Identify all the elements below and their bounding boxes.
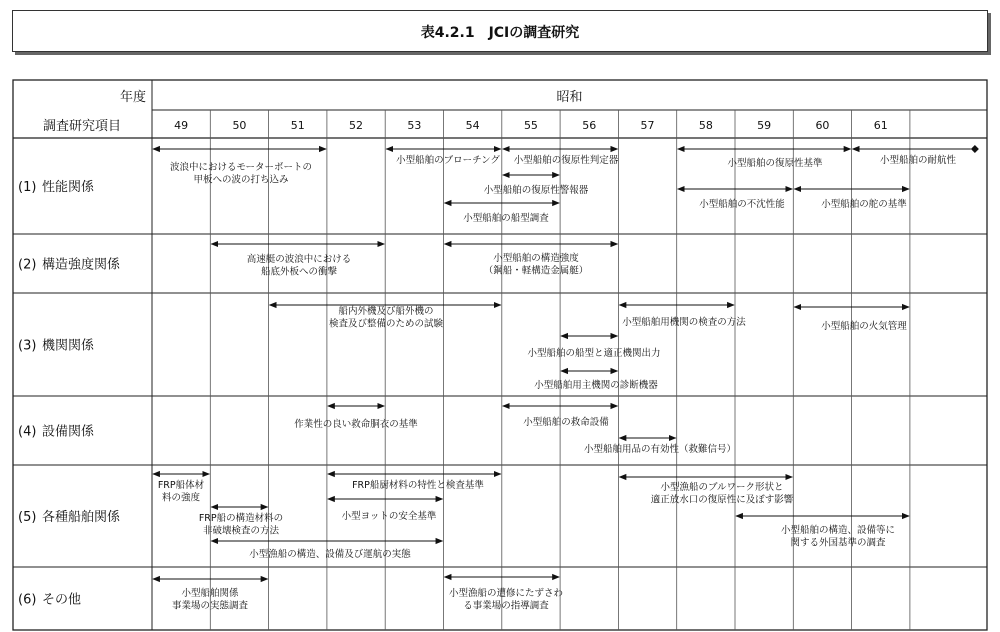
project-label: 甲板への波の打ち込み <box>193 174 289 186</box>
project-label: FRP船体材 <box>157 480 205 491</box>
project-item <box>853 145 979 166</box>
year-label-60: 60 <box>815 119 830 132</box>
header-era: 昭和 <box>556 90 583 105</box>
year-label-58: 58 <box>698 119 713 132</box>
project-label: 検査及び整備のための試験 <box>328 318 444 330</box>
year-label-49: 49 <box>174 119 189 132</box>
project-label: 小型ヨットの安全基準 <box>341 511 437 522</box>
project-item <box>503 149 619 166</box>
year-label-53: 53 <box>407 119 422 132</box>
project-label: 事業場の実態調査 <box>171 600 249 612</box>
header-item: 調査研究項目 <box>42 119 122 134</box>
project-label: 小型船舶の不沈性能 <box>699 199 785 210</box>
table-title: 表4.2.1 JCIの調査研究 <box>420 25 580 41</box>
category-number: (5) <box>18 510 37 525</box>
project-label: 小型船舶の復原性判定器 <box>513 155 619 166</box>
project-item <box>211 244 384 278</box>
year-label-59: 59 <box>757 119 772 132</box>
year-label-56: 56 <box>582 119 597 132</box>
project-label: 作業性の良い救命胴衣の基準 <box>294 419 418 430</box>
year-label-52: 52 <box>349 119 364 132</box>
project-label: 小型漁船のブルワーク形状と <box>660 482 784 493</box>
project-item <box>619 477 793 506</box>
project-label: 小型船舶のブローチング <box>396 155 500 166</box>
project-label: 小型船舶用品の有効性（救難信号） <box>583 444 737 455</box>
year-label-61: 61 <box>873 119 888 132</box>
year-label-51: 51 <box>290 119 305 132</box>
project-label: 小型漁船の遭修にたずさわ <box>448 588 564 599</box>
project-label: 小型船舶の救命設備 <box>523 417 609 428</box>
project-label: 料の強度 <box>161 492 201 504</box>
year-label-57: 57 <box>640 119 655 132</box>
project-item <box>484 175 589 196</box>
category-name: 構造強度関係 <box>42 257 121 273</box>
category-name: 機関関係 <box>42 338 95 354</box>
project-label: 適正放水口の復原性に及ぼす影響 <box>650 494 794 506</box>
project-label: 波浪中におけるモーターボートの <box>169 162 313 173</box>
category-name: 性能関係 <box>42 180 95 195</box>
project-label: 高速艇の波浪中における <box>246 254 352 265</box>
category-number: (3) <box>18 338 37 354</box>
project-item <box>527 336 660 359</box>
project-item <box>534 371 658 391</box>
project-label: 小型船舶関係 <box>181 588 239 599</box>
project-label: 小型船舶の耐航性 <box>879 155 957 166</box>
project-label: 小型船舶の構造強度 <box>493 253 579 264</box>
project-label: 小型漁船の構造、設備及び運航の実態 <box>249 549 411 560</box>
project-label: 船底外板への衝撃 <box>260 266 338 278</box>
project-item <box>619 305 746 328</box>
year-label-54: 54 <box>465 119 480 132</box>
project-item <box>678 149 851 169</box>
category-name: 設備関係 <box>42 424 95 440</box>
project-item <box>294 406 418 430</box>
project-label: 小型船舶の火気管理 <box>821 321 907 332</box>
project-label: 小型船舶用機関の検査の方法 <box>622 317 746 328</box>
project-label: る事業場の指導調査 <box>463 600 549 612</box>
project-label: 小型船舶用主機関の診断機器 <box>534 380 658 391</box>
header-nendo: 年度 <box>119 90 146 105</box>
project-item <box>199 507 283 537</box>
project-item <box>153 149 326 186</box>
project-item <box>584 438 736 455</box>
project-label: 小型船舶の復原性基準 <box>727 158 823 169</box>
diamond-end-icon <box>971 145 979 153</box>
project-label: 小型船舶の構造、設備等に <box>780 525 896 536</box>
project-item <box>153 474 209 504</box>
project-label: 小型船舶の舵の基準 <box>821 199 907 210</box>
project-label: 小型船舶の船型調査 <box>463 213 549 224</box>
project-label: 小型船舶の船型と適正機関出力 <box>527 348 661 359</box>
year-label-55: 55 <box>523 119 538 132</box>
project-label: 関する外国基準の調査 <box>790 537 886 549</box>
project-label: 非破壊検査の方法 <box>202 525 280 537</box>
category-name: その他 <box>42 592 82 608</box>
project-item <box>736 516 909 549</box>
project-item <box>445 577 564 612</box>
project-label: 小型船舶の復原性警報器 <box>483 185 589 196</box>
project-label: FRP船の構造材料の <box>198 513 284 524</box>
category-number: (6) <box>18 592 37 608</box>
project-timeline-bars <box>153 145 979 612</box>
project-label: 船内外機及び船外機の <box>338 306 434 317</box>
project-label: （鋼船・軽構造金属艇） <box>483 265 589 277</box>
category-number: (1) <box>18 180 37 195</box>
year-label-50: 50 <box>232 119 247 132</box>
category-number: (2) <box>18 257 37 273</box>
category-name: 各種船舶関係 <box>42 510 121 525</box>
category-number: (4) <box>18 424 37 440</box>
project-item <box>328 474 501 491</box>
project-label: FRP船厨材料の特性と検査基準 <box>352 480 484 491</box>
project-item <box>445 244 618 277</box>
